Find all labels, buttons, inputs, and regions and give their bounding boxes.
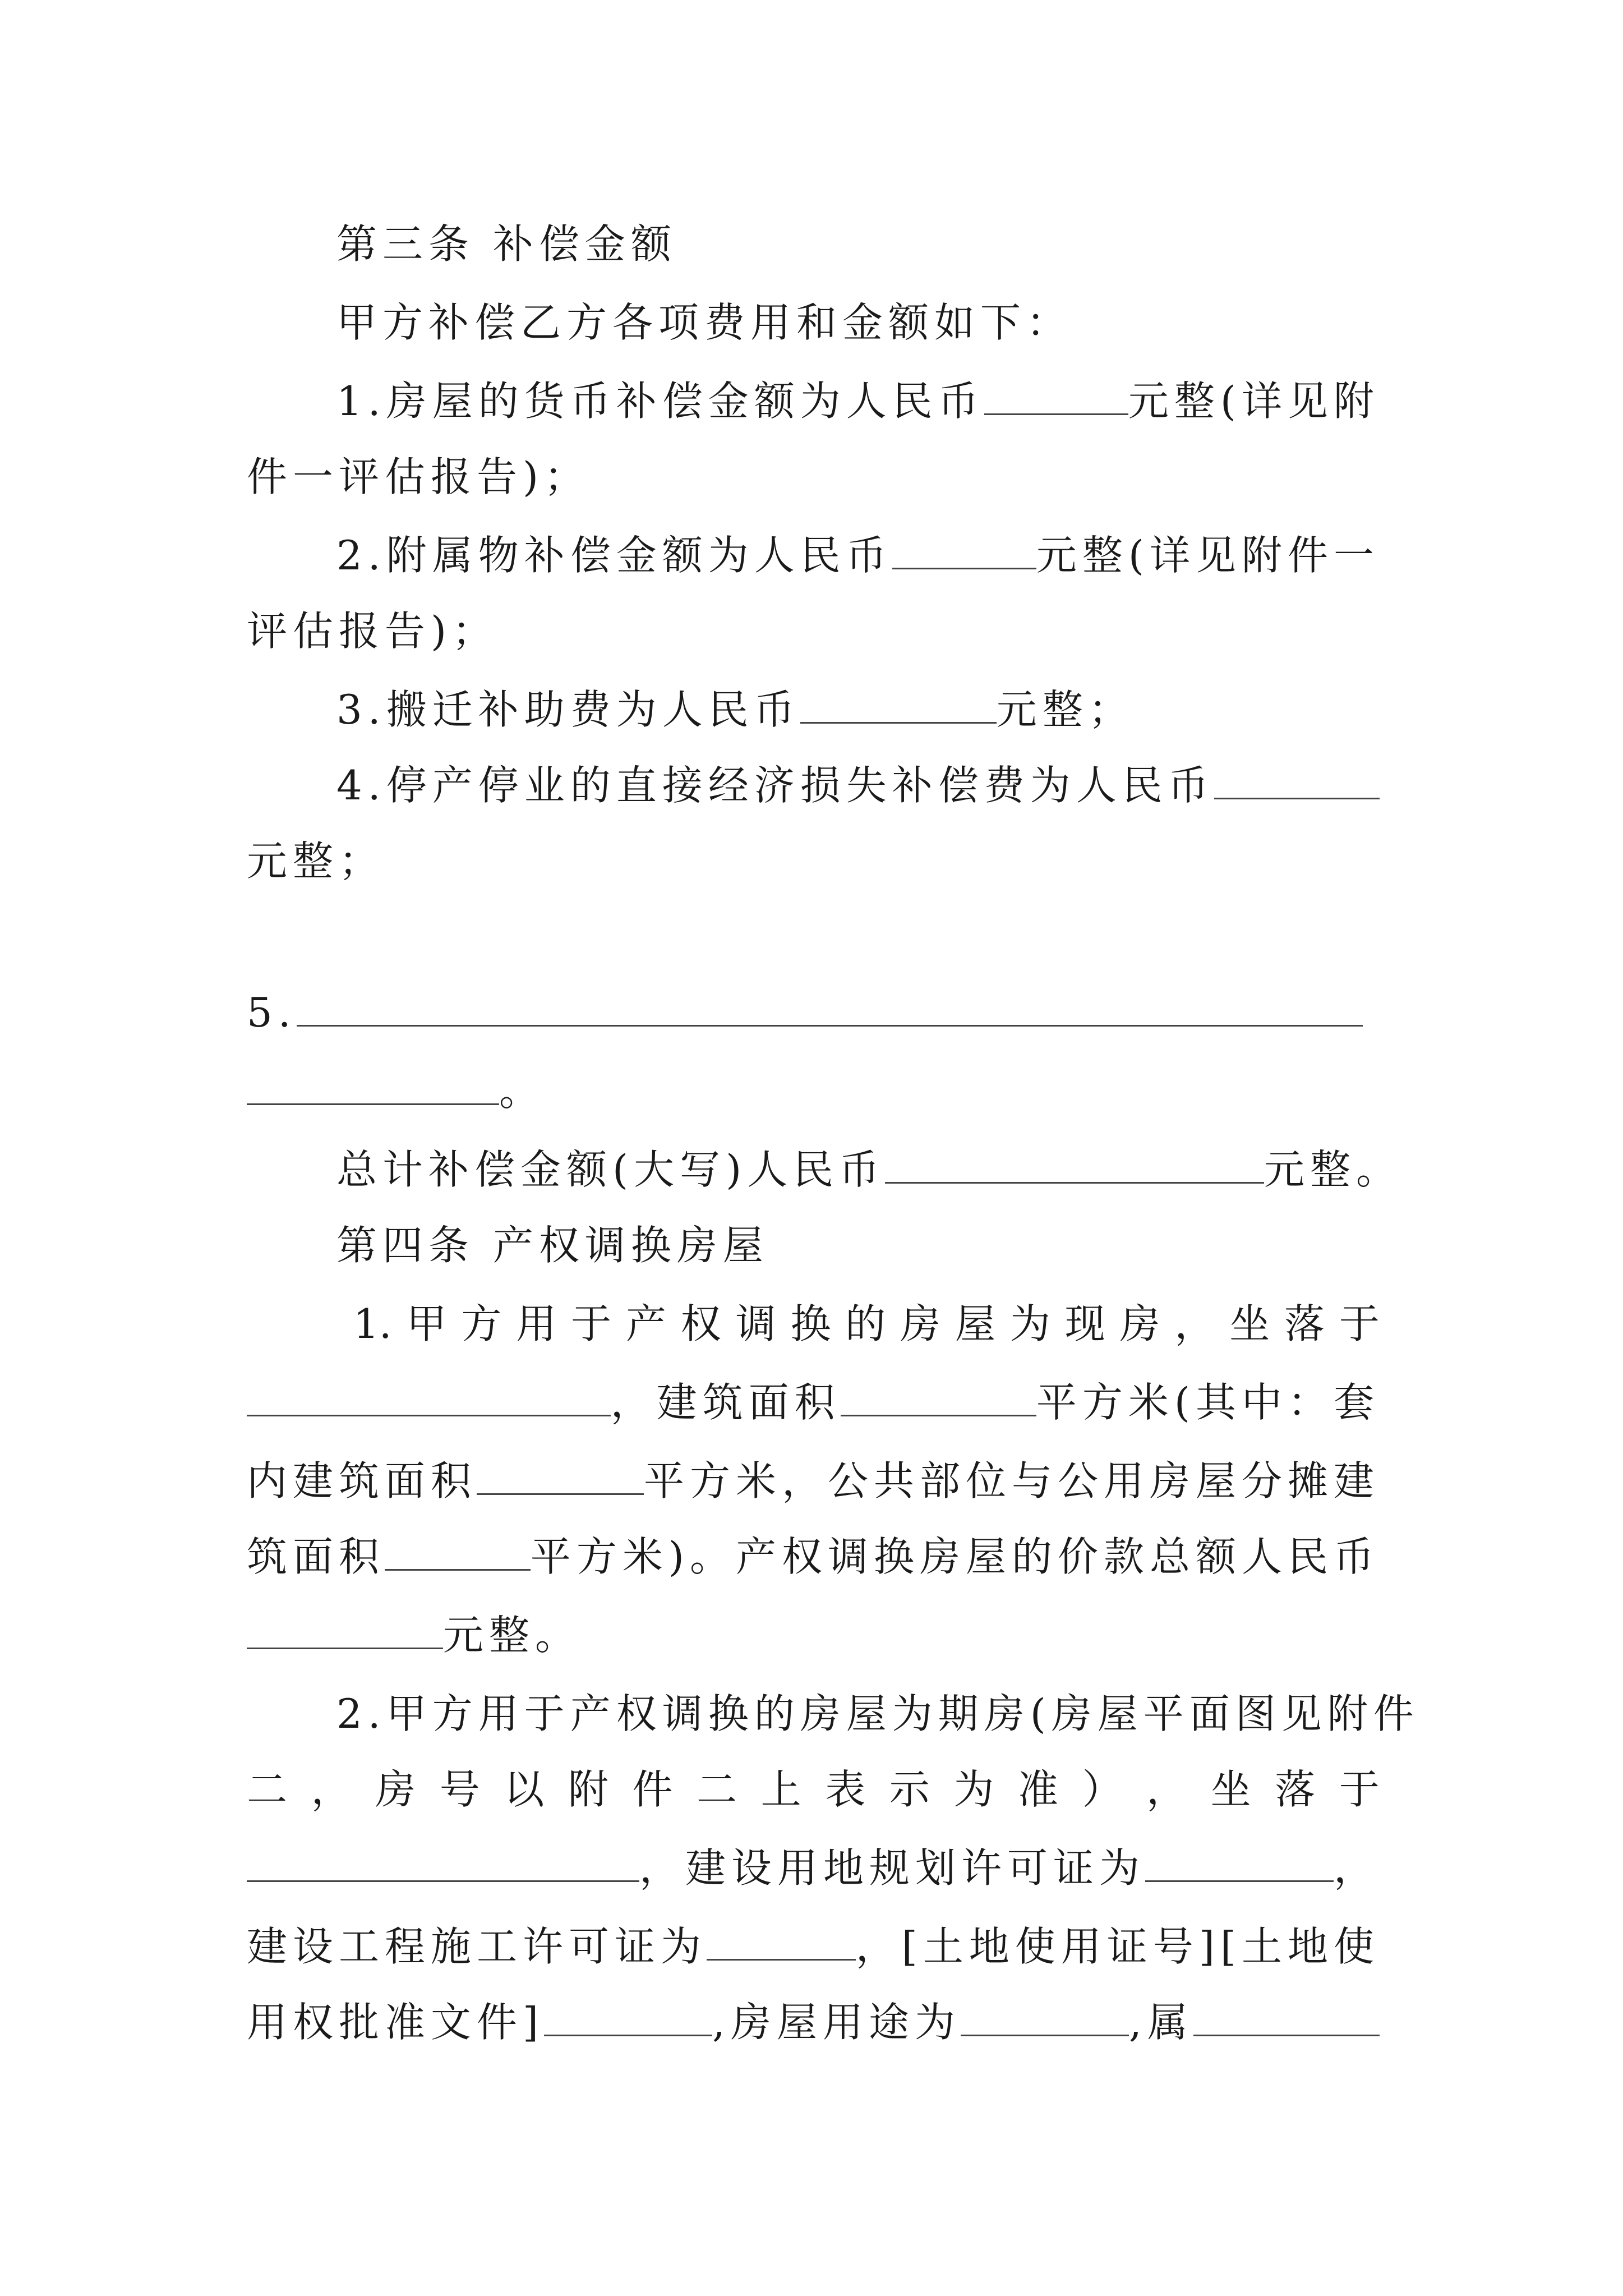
blank-land-permit[interactable] [544,1994,712,2036]
blank-item-5[interactable] [297,984,1363,1027]
blank-location[interactable] [247,1374,611,1416]
para-1-line-5: 元整。 [247,1596,1380,1674]
para-2-line-1: 2.甲方用于产权调换的房屋为期房(房屋平面图见附件 [336,1690,1419,1737]
item-4-line-1: 4.停产停业的直接经济损失补偿费为人民币 [247,746,1380,825]
blank-attachment-amount[interactable] [892,527,1036,569]
para-1-line-4: 筑面积 平方米)。产权调换房屋的价款总额人民币 [247,1517,1380,1596]
item-2-line-1: 2.附属物补偿金额为人民币 元整(详见附件一 [247,516,1380,595]
article-4-heading: 第四条 产权调换房屋 [336,1222,769,1269]
item-3: 3.搬迁补助费为人民币 元整； [247,670,1380,749]
blank-shared-area[interactable] [385,1529,531,1571]
blank-total-amount[interactable] [885,1142,1264,1184]
para-2-line-5: 用权批准文件] ,房屋用途为 ,属 [247,1983,1380,2062]
para-1-line-1: 1. 甲 方 用 于 产 权 调 换 的 房 屋 为 现 房 ， 坐 落 于 [353,1300,1380,1347]
para-1-line-3: 内建筑面积 平方米，公共部位与公用房屋分摊建 [247,1442,1380,1520]
blank-planning-permit[interactable] [1145,1840,1334,1882]
item-1-line-2: 件一评估报告)； [247,453,591,500]
item-2-line-2: 评估报告)； [247,608,499,655]
blank-inner-area[interactable] [477,1453,644,1495]
para-2-line-4: 建设工程施工许可证为 ，[土地使用证号][土地使 [247,1907,1380,1986]
blank-relocation-amount[interactable] [800,682,997,724]
item-1-line-1: 1.房屋的货币补偿金额为人民币 元整(详见附 [247,362,1380,440]
blank-exchange-price[interactable] [247,1607,443,1649]
item-4-line-2: 元整； [247,838,385,885]
para-1-line-2: ，建筑面积 平方米(其中：套 [247,1363,1380,1442]
blank-house-usage[interactable] [961,1994,1129,2036]
blank-construction-permit[interactable] [707,1918,856,1961]
article-3-heading: 第三条 补偿金额 [336,220,677,268]
blank-item-5-cont[interactable] [247,1063,499,1105]
blank-building-area[interactable] [841,1374,1036,1416]
para-2-line-3: ，建设用地规划许可证为 ， [247,1829,1380,1907]
blank-future-location[interactable] [247,1840,639,1882]
total-amount: 总计补偿金额(大写)人民币 元整。 [247,1130,1402,1209]
blank-house-amount[interactable] [984,373,1128,415]
para-2-line-2: 二 ， 房 号 以 附 件 二 上 表 示 为 准 ） ， 坐 落 于 [247,1766,1380,1813]
blank-business-loss-amount[interactable] [1214,757,1380,799]
article-3-intro: 甲方补偿乙方各项费用和金额如下： [336,299,1073,346]
blank-belongs-to[interactable] [1193,1994,1380,2036]
item-5-line-2: 。 [247,1052,1380,1130]
item-5-line-1: 5. [247,973,1363,1052]
